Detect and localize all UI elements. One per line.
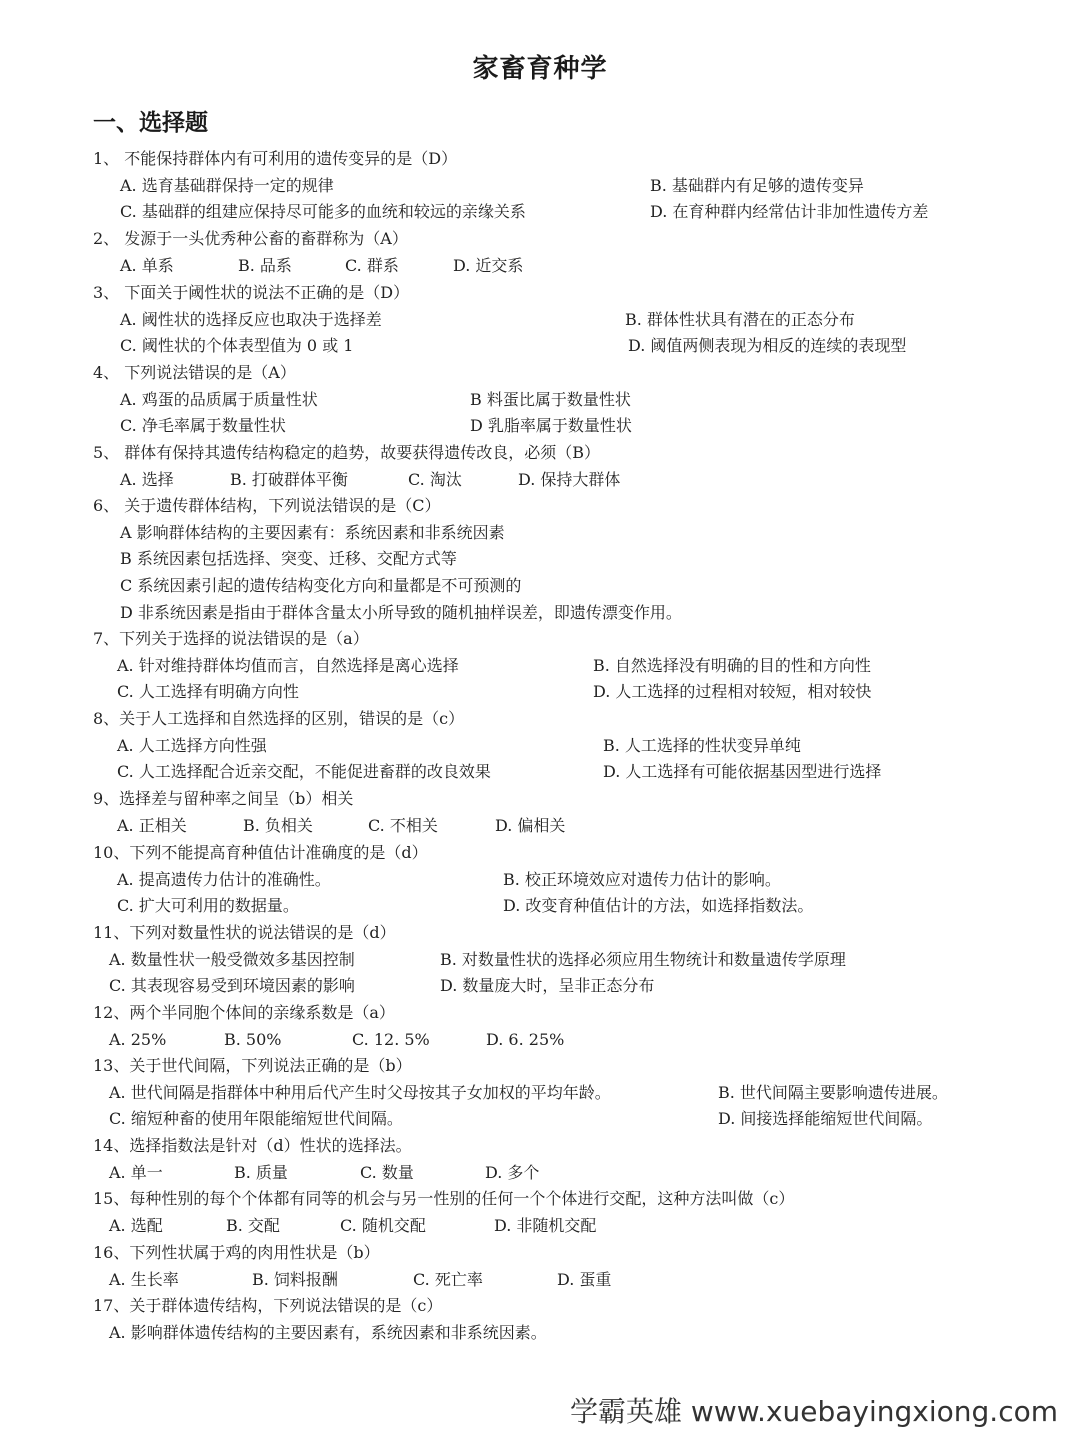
answer-option: C. 缩短种畜的使用年限能缩短世代间隔。 [109,1109,403,1129]
answer-option: C. 群系 [345,255,399,275]
question-stem: 11、下列对数量性状的说法错误的是（d） [93,923,396,942]
answer-option: D. 改变育种值估计的方法，如选择指数法。 [503,896,814,916]
answer-option: A. 提高遗传力估计的准确性。 [117,869,331,889]
answer-option: A. 选育基础群保持一定的规律 [120,175,334,195]
answer-option: A. 单系 [120,255,174,275]
answer-option: D. 人工选择有可能依据基因型进行选择 [603,762,882,782]
answer-option: B. 校正环境效应对遗传力估计的影响。 [503,869,781,889]
answer-option: D. 蛋重 [557,1269,612,1289]
answer-option: D. 在育种群内经常估计非加性遗传方差 [650,202,929,222]
answer-option: B 系统因素包括选择、突变、迁移、交配方式等 [120,549,457,569]
answer-option: C. 数量 [360,1162,414,1182]
answer-option: D 非系统因素是指由于群体含量太小所导致的随机抽样误差，即遗传漂变作用。 [120,602,682,622]
question-stem: 15、每种性别的每个个体都有同等的机会与另一性别的任何一个个体进行交配，这种方法叫做（c） [93,1189,795,1208]
answer-option: D. 保持大群体 [518,469,621,489]
answer-option: A. 正相关 [117,815,187,835]
answer-option: C. 阈性状的个体表型值为 0 或 1 [120,336,354,356]
answer-option: C 系统因素引起的遗传结构变化方向和量都是不可预测的 [120,576,522,596]
question-stem: 3、 下面关于阈性状的说法不正确的是（D） [93,283,410,302]
answer-option: C. 人工选择有明确方向性 [117,682,299,702]
answer-option: A. 针对维持群体均值而言，自然选择是离心选择 [117,655,459,675]
answer-option: B. 负相关 [243,815,313,835]
answer-option: C. 淘汰 [408,469,462,489]
answer-option: D. 非随机交配 [494,1215,597,1235]
question-stem: 9、选择差与留种率之间呈（b）相关 [93,789,354,808]
answer-option: C. 不相关 [368,815,438,835]
answer-option: C. 基础群的组建应保持尽可能多的血统和较远的亲缘关系 [120,202,526,222]
question-stem: 10、下列不能提高育种值估计准确度的是（d） [93,843,428,862]
answer-option: D. 偏相关 [495,815,566,835]
answer-option: B. 对数量性状的选择必须应用生物统计和数量遗传学原理 [440,949,846,969]
answer-option: A. 单一 [109,1162,163,1182]
answer-option: B. 世代间隔主要影响遗传进展。 [718,1082,948,1102]
answer-option: B. 群体性状具有潜在的正态分布 [625,309,855,329]
answer-option: D. 多个 [485,1162,540,1182]
answer-option: A. 数量性状一般受微效多基因控制 [109,949,355,969]
answer-option: A. 选择 [120,469,174,489]
answer-option: A. 生长率 [109,1269,179,1289]
answer-option: D 乳脂率属于数量性状 [470,416,632,436]
question-stem: 2、 发源于一头优秀种公畜的畜群称为（A） [93,229,408,248]
answer-option: D. 数量庞大时，呈非正态分布 [440,976,655,996]
answer-option: D. 6. 25% [486,1029,565,1049]
answer-option: B 料蛋比属于数量性状 [470,389,631,409]
answer-option: A. 影响群体遗传结构的主要因素有，系统因素和非系统因素。 [109,1322,547,1342]
answer-option: A. 25% [109,1029,167,1049]
answer-option: B. 质量 [234,1162,288,1182]
question-stem: 16、下列性状属于鸡的肉用性状是（b） [93,1243,380,1262]
question-stem: 8、关于人工选择和自然选择的区别，错误的是（c） [93,709,465,728]
question-stem: 14、选择指数法是针对（d）性状的选择法。 [93,1136,412,1155]
question-stem: 6、 关于遗传群体结构，下列说法错误的是（C） [93,496,441,515]
answer-option: D. 人工选择的过程相对较短，相对较快 [593,682,872,702]
answer-option: B. 50% [224,1029,282,1049]
question-stem: 4、 下列说法错误的是（A） [93,363,296,382]
answer-option: C. 其表现容易受到环境因素的影响 [109,976,355,996]
question-stem: 12、两个半同胞个体间的亲缘系数是（a） [93,1003,395,1022]
answer-option: C. 随机交配 [340,1215,426,1235]
answer-option: B. 自然选择没有明确的目的性和方向性 [593,655,871,675]
question-stem: 17、关于群体遗传结构，下列说法错误的是（c） [93,1296,443,1315]
answer-option: C. 12. 5% [352,1029,430,1049]
section-heading: 一、选择题 [93,110,208,136]
question-stem: 13、关于世代间隔，下列说法正确的是（b） [93,1056,412,1075]
answer-option: D. 近交系 [453,255,524,275]
answer-option: B. 基础群内有足够的遗传变异 [650,175,864,195]
answer-option: B. 饲料报酬 [252,1269,338,1289]
question-stem: 1、 不能保持群体内有可利用的遗传变异的是（D） [93,149,458,168]
answer-option: A. 人工选择方向性强 [117,735,267,755]
answer-option: A 影响群体结构的主要因素有：系统因素和非系统因素 [120,522,505,542]
answer-option: A. 阈性状的选择反应也取决于选择差 [120,309,382,329]
answer-option: B. 品系 [238,255,292,275]
answer-option: D. 阈值两侧表现为相反的连续的表现型 [628,336,907,356]
watermark-footer: 学霸英雄 www.xuebayingxiong.com [570,1395,1058,1428]
answer-option: C. 死亡率 [413,1269,483,1289]
answer-option: B. 打破群体平衡 [230,469,348,489]
answer-option: B. 交配 [226,1215,280,1235]
answer-option: A. 选配 [109,1215,163,1235]
answer-option: C. 人工选择配合近亲交配，不能促进畜群的改良效果 [117,762,491,782]
answer-option: A. 鸡蛋的品质属于质量性状 [120,389,318,409]
answer-option: C. 净毛率属于数量性状 [120,416,286,436]
question-stem: 7、下列关于选择的说法错误的是（a） [93,629,369,648]
answer-option: C. 扩大可利用的数据量。 [117,896,299,916]
answer-option: A. 世代间隔是指群体中种用后代产生时父母按其子女加权的平均年龄。 [109,1082,611,1102]
page-title: 家畜育种学 [472,54,608,84]
answer-option: D. 间接选择能缩短世代间隔。 [718,1109,933,1129]
answer-option: B. 人工选择的性状变异单纯 [603,735,801,755]
question-stem: 5、 群体有保持其遗传结构稳定的趋势，故要获得遗传改良，必须（B） [93,443,601,462]
